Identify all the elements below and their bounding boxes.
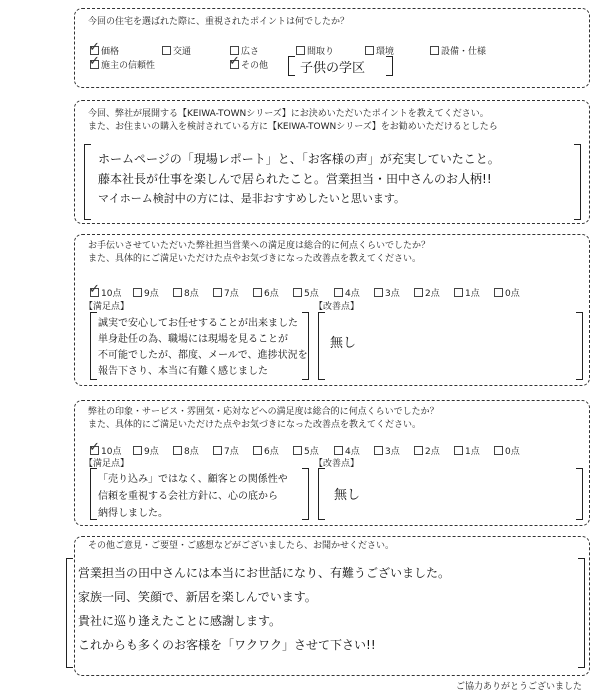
q3-score-6[interactable]: 6点 — [253, 286, 279, 299]
q2-answer-bracket-left — [84, 144, 91, 220]
q3-improve-bracket-right — [576, 312, 583, 380]
q4-satisfied-line-1: 「売り込み」ではなく、顧客との関係性や — [98, 474, 288, 485]
q4-score-4[interactable]: 4点 — [334, 444, 360, 457]
other-answer-bracket-left — [288, 56, 295, 76]
q3-satisfied-bracket-right — [302, 312, 309, 380]
q5-answer-line-2: 家族一同、笑顔で、新居を楽しんでいます。 — [78, 590, 317, 604]
q4-improve-bracket-left — [318, 468, 325, 520]
question-2-text: 今回、弊社が展開する【KEIWA-TOWNシリーズ】にお決めいただいたポイントを教えてください。 また、お住まいの購入を検討されている方に【KEIWA-TOWNシリーズ】をお勧めいただけるとしたら — [88, 109, 498, 132]
option-other[interactable]: ✓ その他 — [229, 54, 269, 71]
q3-score-0[interactable]: 0点 — [494, 286, 520, 299]
option-transport[interactable]: 交通 — [162, 44, 191, 57]
q5-answer-line-3: 貴社に巡り逢えたことに感謝します。 — [78, 614, 282, 628]
other-answer-text: 子供の学区 — [300, 61, 366, 76]
q2-answer-line-3: マイホーム検討中の方には、是非おすすめしたいと思います。 — [98, 192, 406, 205]
other-answer-bracket-right — [386, 56, 393, 76]
option-size[interactable]: 広さ — [230, 44, 259, 57]
q4-score-2[interactable]: 2点 — [414, 444, 440, 457]
q4-score-3[interactable]: 3点 — [374, 444, 400, 457]
q4-score-8[interactable]: 8点 — [173, 444, 199, 457]
q3-satisfied-line-4: 報告下さり、本当に有難く感じました — [98, 366, 268, 377]
thank-you-footer: ご協力ありがとうございました — [455, 682, 582, 692]
question-3-text: お手伝いさせていただいた弊社担当営業への満足度は総合的に何点くらいでしたか？ また、具体的にご満足いただけた点やお気づきになった改善点を教えてください。 — [88, 241, 431, 264]
q4-score-0[interactable]: 0点 — [494, 444, 520, 457]
q3-score-7[interactable]: 7点 — [213, 286, 239, 299]
q4-score-5[interactable]: 5点 — [293, 444, 319, 457]
q2-answer-line-2: 藤本社長が仕事を楽しんで居られたこと。営業担当・田中さんのお人柄!! — [98, 172, 492, 186]
q4-improve-bracket-right — [576, 468, 583, 520]
q3-score-4[interactable]: 4点 — [334, 286, 360, 299]
q3-score-3[interactable]: 3点 — [374, 286, 400, 299]
q5-answer-line-4: これからも多くのお客様を「ワクワク」させて下さい!! — [78, 638, 376, 652]
q3-satisfied-line-1: 誠実で安心してお任せすることが出来ました — [98, 318, 298, 329]
q4-score-6[interactable]: 6点 — [253, 444, 279, 457]
question-5-box — [74, 536, 590, 676]
q4-satisfied-bracket-left — [90, 468, 97, 520]
q5-answer-line-1: 営業担当の田中さんには本当にお世話になり、有難うございました。 — [78, 566, 451, 580]
q3-score-8[interactable]: 8点 — [173, 286, 199, 299]
q3-satisfied-label: 【満足点】 — [84, 302, 130, 312]
question-4-text: 弊社の印象・サービス・雰囲気・応対などへの満足度は総合的に何点くらいでしたか？ また、具体的にご満足いただけた点やお気づきになった改善点を教えてください。 — [88, 407, 439, 430]
q3-satisfied-line-3: 不可能でしたが、都度、メールで、進捗状況を — [98, 350, 308, 361]
q4-satisfied-label: 【満足点】 — [84, 459, 130, 469]
q3-improve-label: 【改善点】 — [314, 302, 360, 312]
q3-score-2[interactable]: 2点 — [414, 286, 440, 299]
q4-score-9[interactable]: 9点 — [133, 444, 159, 457]
option-builder-reliability[interactable]: ✓ 施主の信頼性 — [89, 54, 156, 71]
option-environment[interactable]: 環境 — [365, 44, 394, 57]
q4-satisfied-line-2: 信頼を重視する会社方針に、心の底から — [98, 491, 278, 502]
q4-score-7[interactable]: 7点 — [213, 444, 239, 457]
q2-answer-line-1: ホームページの「現場レポート」と、「お客様の声」が充実していたこと。 — [98, 152, 500, 166]
q4-satisfied-bracket-right — [302, 468, 309, 520]
q4-score-1[interactable]: 1点 — [454, 444, 480, 457]
q2-answer-bracket-right — [574, 144, 581, 220]
q3-score-1[interactable]: 1点 — [454, 286, 480, 299]
question-1-text: 今回の住宅を選ばれた際に、重視されたポイントは何でしたか？ — [88, 17, 350, 27]
q4-satisfied-line-3: 納得しました。 — [98, 508, 168, 519]
q3-satisfied-line-2: 単身赴任の為、職場には現場を見ることが — [98, 334, 288, 345]
q3-score-9[interactable]: 9点 — [133, 286, 159, 299]
q4-score-10[interactable]: ✓ 10点 — [89, 440, 122, 457]
q5-answer-bracket-right — [578, 558, 585, 668]
question-5-text: その他ご意見・ご要望・ご感想などがございましたら、お聞かせください。 — [88, 541, 395, 551]
q3-improve-text: 無し — [330, 336, 357, 351]
q5-answer-bracket-left — [66, 558, 73, 668]
option-layout[interactable]: 間取り — [296, 44, 334, 57]
q3-score-10[interactable]: ✓ 10点 — [89, 282, 122, 299]
option-price[interactable]: ✓ 価格 — [89, 40, 120, 57]
q4-improve-label: 【改善点】 — [314, 459, 360, 469]
q3-improve-bracket-left — [318, 312, 325, 380]
option-equipment[interactable]: 設備・仕様 — [430, 44, 486, 57]
q4-improve-text: 無し — [334, 488, 361, 503]
q3-satisfied-bracket-left — [90, 312, 97, 380]
q3-score-5[interactable]: 5点 — [293, 286, 319, 299]
